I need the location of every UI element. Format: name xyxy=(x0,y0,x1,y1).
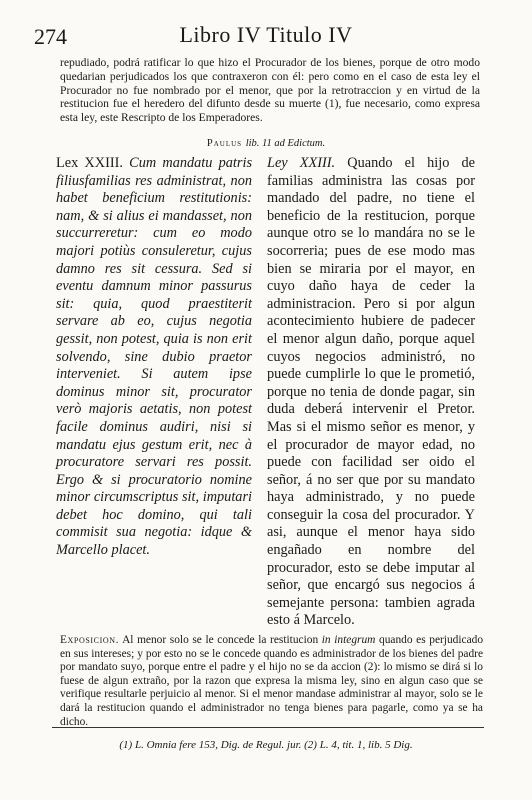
exposition-text-before: Al menor solo se le concede la restitucion xyxy=(122,634,319,646)
intro-paragraph: repudiado, podrá ratificar lo que hizo el Procurador de los bienes, porque de otro modo quedarian perjudicados los que contraxeron con él: pero como en el caso de esta ley el Procurador no fue nombrado por el menor, que por la retrotraccion y en virtud de la restitucion fue el heredero del difunto desde su muerte (1), fue necesario, como expresa esta ley, este Rescripto de los Emperadores. xyxy=(60,56,480,125)
citation-work: lib. 11 ad Edictum. xyxy=(245,138,326,149)
spanish-column xyxy=(267,155,475,630)
exposition-text-after: quando es perjudicado en sus intereses; y por esto no se le concede quando es administrador de los bienes del padre por mandato suyo, porque entre el padre y el hijo no se da accion (2): lo mismo se dirá si lo fuese de algun extraño, por la razon que expresa la misma ley, sino en algun caso que se verifique resultarle perjuicio al menor. Si el menor mandase administrar al mayor, solo se le dará la restitucion quando el administrador no tenga bienes para pagarle, como ya se ha dicho. xyxy=(60,634,484,728)
exposition-italic-term: in integrum xyxy=(321,634,376,646)
running-title: Libro IV Titulo IV xyxy=(179,22,353,47)
exposition-label: Exposicion. xyxy=(60,634,120,646)
spanish-law-number: Ley XXIII. xyxy=(267,155,336,171)
latin-law-number: Lex XXIII. xyxy=(56,155,123,171)
page-number: 274 xyxy=(34,24,67,49)
citation xyxy=(0,138,532,149)
exposition-paragraph xyxy=(60,634,483,729)
page-header xyxy=(34,14,498,48)
latin-text: Cum mandatu patris filiusfamilias res administrat, non habet beneficium restitutionis: nam, & si alius ei mandasset, non succurreretur: cum eo modo majori potiùs consuleretur, cujus damno res sit cessura. Sed si eventu damnum minor passurus sit: quia, quod praestiterit servare ab eo, cujus negotia gessit, non potest, quia is non erit solvendo, sine dubio praetor interveniet. Si autem ipse dominus minor sit, procurator verò majoris aetatis, non potest facile dominus audiri, nisi si mandatu ejus gestum erit, nec à procuratore servari res possit. Ergo & si procuratorio nomine minor circumscriptus sit, imputari debet hoc domino, qui tali commisit sua negotia: idque & Marcello placet. xyxy=(56,155,253,559)
footnotes: (1) L. Omnia fere 153, Dig. de Regul. jur. (2) L. 4, tit. 1, lib. 5 Dig. xyxy=(119,739,413,751)
latin-column xyxy=(56,155,252,560)
citation-author: Paulus xyxy=(206,138,243,149)
footnote-divider xyxy=(52,727,484,728)
spanish-text: Quando el hijo de familias administra las cosas por mandado del padre, no tiene el beneficio de la restitucion, porque aunque otro se lo mandára no se le socorreria; pues de ese modo mas bien se miraria por el mayor, en cuyo daño haya de ceder la administracion. Pero si por algun acontecimiento hubiere de padecer el menor algun daño, porque aquel cuyos negocios administró, no puede cumplirle lo que le prometió, porque no tenia de donde pagar, sin duda deberá intervenir el Pretor. Mas si el mismo señor es menor, y el procurador de mayor edad, no puede con facilidad ser oido el señor, á no ser que por su mandato haya administrado, y no puede conseguir la cosa del procurador. Y asi, aunque el menor haya sido engañado en nombre del procurador, esto se debe imputar al señor, que encargó sus negocios á semejante persona: tambien agrada esto á Marcelo. xyxy=(267,155,475,629)
